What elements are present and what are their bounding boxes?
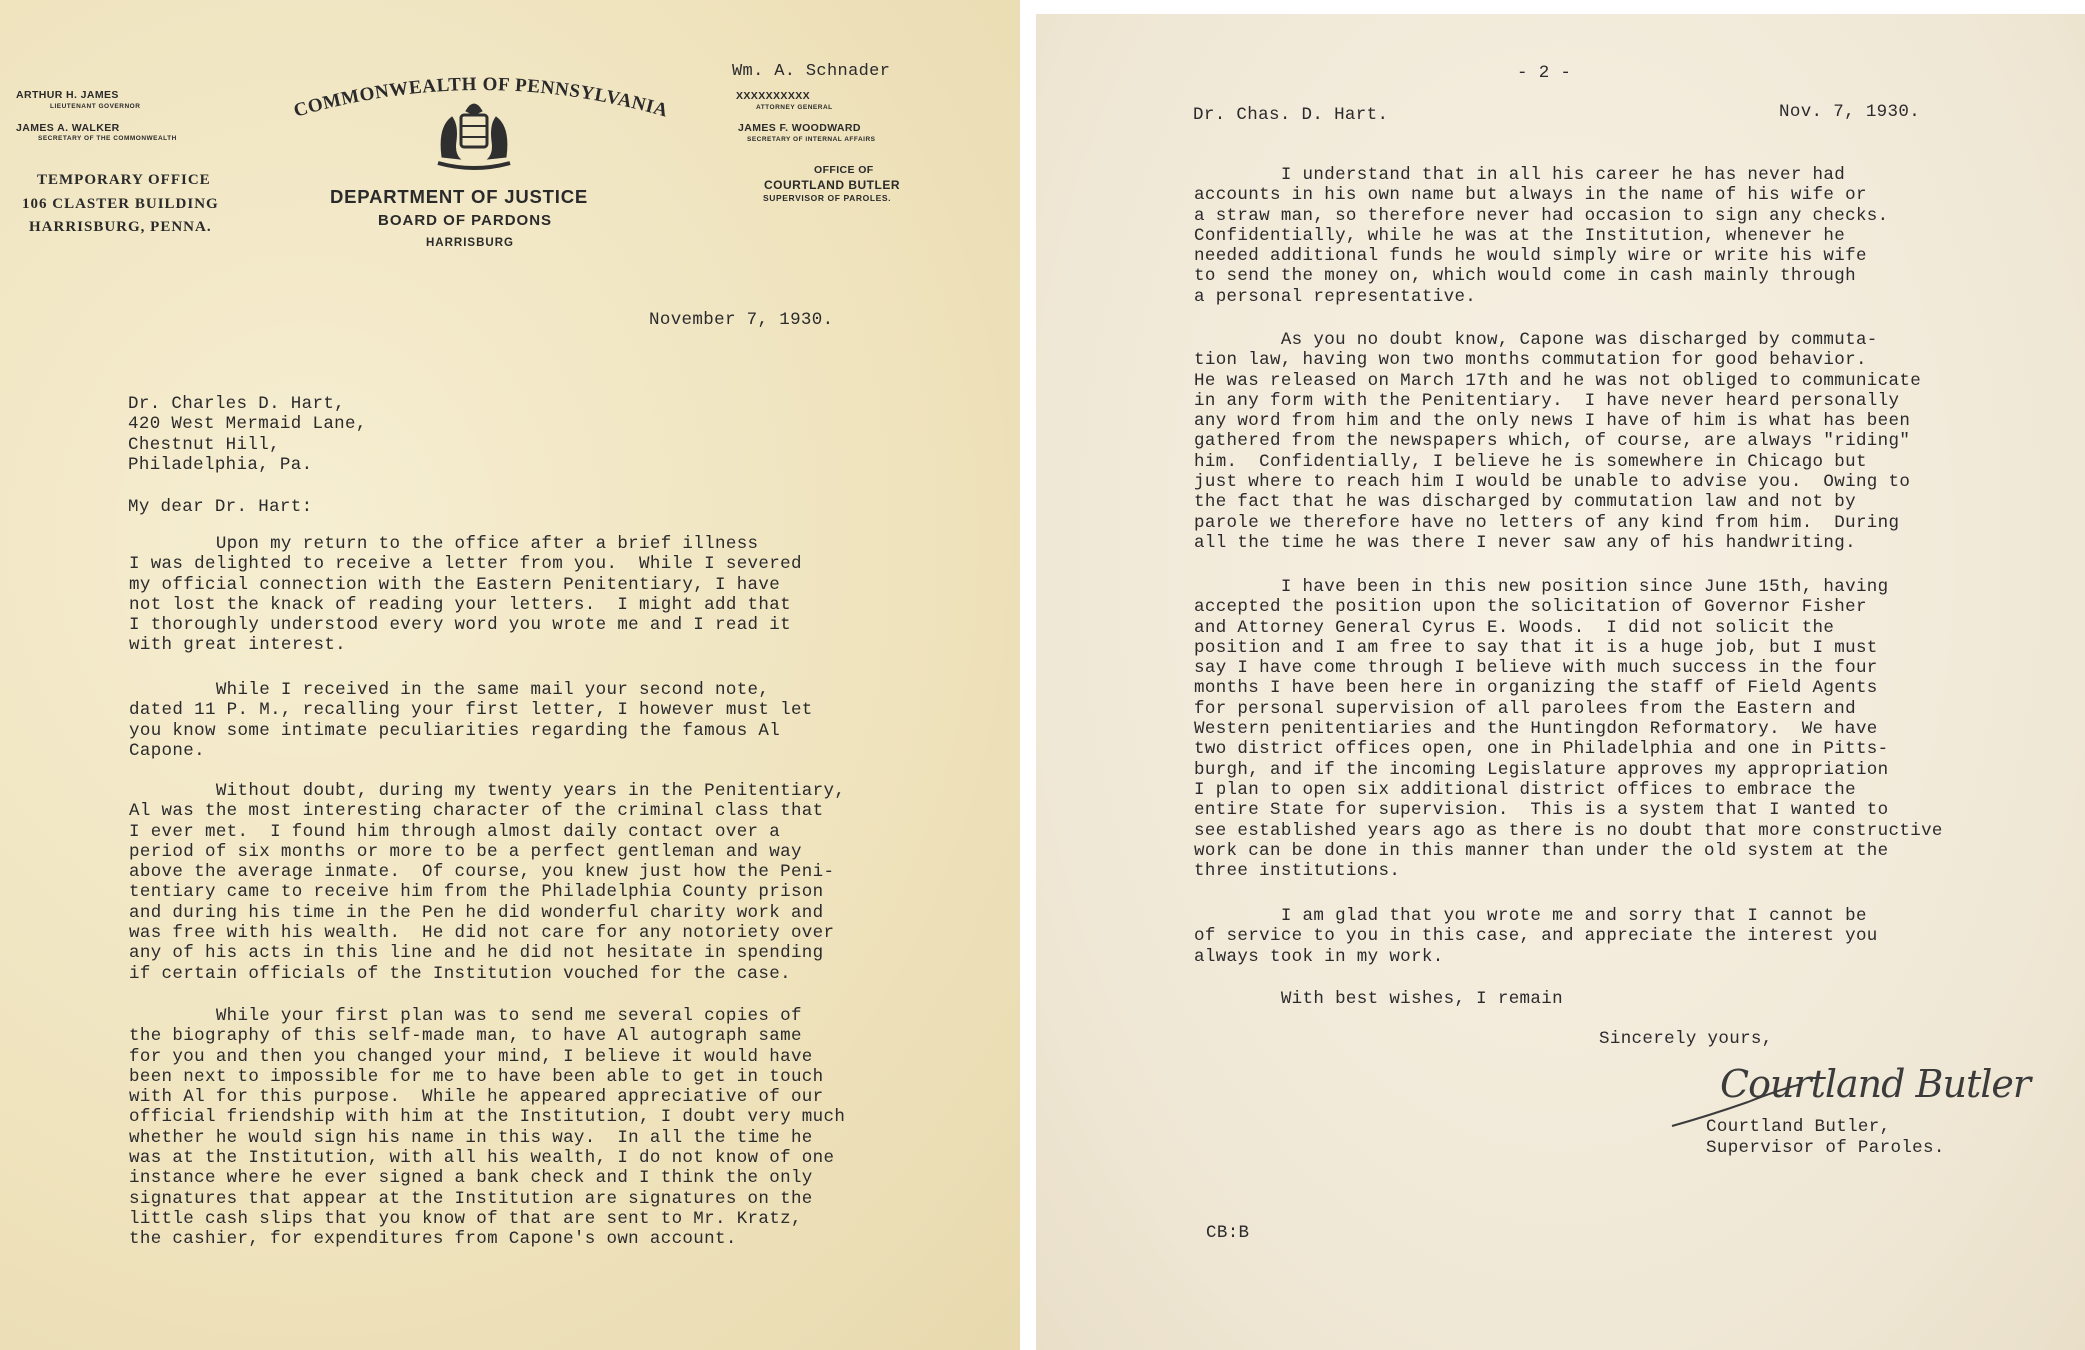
pennsylvania-seal-icon [430, 97, 518, 173]
temp-office-line-2: 106 CLASTER BUILDING [22, 196, 219, 212]
paragraph-1: Upon my return to the office after a brief illness I was delighted to receive a letter from you. While I severed my official connection with the Eastern Penitentiary, I have not lost the knack of reading your letters. I might add that I thoroughly understood every word you wrote me and I read it with great interest. [129, 534, 802, 656]
paragraph-3: Without doubt, during my twenty years in the Penitentiary, Al was the most interesting character of the criminal class that I ever met. I found him through almost daily contact over a period of six months or more to be a perfect gentleman and way above the average inmate. Of course, you knew just how the Peni- tentiary came to receive him from the Philadelphia County prison and during his time in the Pen he did wonderful charity work and was free with his wealth. He did not care for any notoriety over any of his acts in this line and he did not hesitate in spending if certain officials of the Institution vouched for the case. [129, 781, 846, 984]
page-2-date: Nov. 7, 1930. [1779, 102, 1921, 122]
lieutenant-governor-name: ARTHUR H. JAMES [16, 89, 119, 101]
reference-initials: CB:B [1206, 1223, 1250, 1243]
page-2-recipient: Dr. Chas. D. Hart. [1193, 105, 1389, 125]
secretary-commonwealth-title: SECRETARY OF THE COMMONWEALTH [38, 135, 177, 142]
temp-office-line-1: TEMPORARY OFFICE [37, 172, 211, 188]
page-2-paragraph-2: As you no doubt know, Capone was discharged by commuta- tion law, having won two months commutation for good behavior. He was released on March 17th and he was not obliged to communicate in any form with the Penitentiary. I have never heard personally any word from him and the only news I have of him is what has been gathered from the newspapers which, of course, are always "riding" him. Confidentially, I believe he is somewhere in Chicago but just where to reach him I would be unable to advise you. Owing to the fact that he was discharged by commutation law and not by parole we therefore have no letters of any kind from him. During all the time he was there I never saw any of his handwriting. [1194, 330, 1922, 553]
page-number: - 2 - [1517, 63, 1572, 83]
attorney-general-typed-name: Wm. A. Schnader [732, 62, 891, 81]
page-2-paragraph-1: I understand that in all his career he has never had accounts in his own name but always in the name of his wife or a straw man, so therefore never had occasion to sign any checks. Confidentially, while he was at the Institution, whenever he needed additional funds he would simply wire or write his wife to send the money on, which would come in cash mainly through a personal representative. [1194, 165, 1889, 307]
department-of-justice: DEPARTMENT OF JUSTICE [330, 186, 588, 207]
attorney-general-title: ATTORNEY GENERAL [756, 104, 833, 111]
signer-name: Courtland Butler, [1706, 1117, 1891, 1137]
best-wishes: With best wishes, I remain [1194, 989, 1563, 1009]
paragraph-2: While I received in the same mail your second note, dated 11 P. M., recalling your first letter, I however must let you know some intimate peculiarities regarding the famous Al Capone. [129, 680, 813, 761]
internal-affairs-name: JAMES F. WOODWARD [738, 122, 861, 134]
internal-affairs-title: SECRETARY OF INTERNAL AFFAIRS [747, 136, 876, 143]
temp-office-line-3: HARRISBURG, PENNA. [29, 219, 212, 235]
harrisburg-city: HARRISBURG [426, 237, 514, 249]
commonwealth-title: COMMONWEALTH OF PENNSYLVANIA [291, 73, 671, 122]
signer-title: Supervisor of Paroles. [1706, 1138, 1945, 1158]
office-of-title: SUPERVISOR OF PAROLES. [763, 193, 892, 203]
secretary-commonwealth-name: JAMES A. WALKER [16, 122, 120, 134]
complimentary-close: Sincerely yours, [1599, 1029, 1773, 1049]
lieutenant-governor-title: LIEUTENANT GOVERNOR [50, 103, 141, 110]
office-of-name: COURTLAND BUTLER [764, 178, 900, 192]
page-2-paragraph-3: I have been in this new position since June 15th, having accepted the position upon the solicitation of Governor Fisher and Attorney General Cyrus E. Woods. I did not solicit the position and I am free to say that it is a huge job, but I must say I have come through I believe with much success in the four months I have been here in organizing the staff of Field Agents for personal supervision of all parolees from the Eastern and Western penitentiaries and the Huntingdon Reformatory. We have two district offices open, one in Philadelphia and one in Pitts- burgh, and if the incoming Legislature approves my appropriation I plan to open six additional district offices to embrace the entire State for supervision. This is a system that I wanted to see established years ago as there is no doubt that more constructive work can be done in this manner than under the old system at the three institutions. [1194, 577, 1943, 882]
page-2-paragraph-4: I am glad that you wrote me and sorry that I cannot be of service to you in this case, and appreciate the interest you always took in my work. [1194, 906, 1878, 967]
recipient-address: Dr. Charles D. Hart, 420 West Mermaid Lane, Chestnut Hill, Philadelphia, Pa. [128, 394, 367, 475]
paragraph-4: While your first plan was to send me several copies of the biography of this self-made man, to have Al autograph same for you and then you changed your mind, I believe it would have been next to impossible for me to have been able to get in touch with Al for this purpose. While he appeared appreciative of our official friendship with him at the Institution, I doubt very much whether he would sign his name in this way. In all the time he was at the Institution, with all his wealth, I do not know of one instance where he ever signed a bank check and I think the only signatures that appear at the Institution are signatures on the little cash slips that you know of that are sent to Mr. Kratz, the cashier, for expenditures from Capone's own account. [129, 1006, 846, 1250]
letter-page-1 [0, 0, 1020, 1350]
board-of-pardons: BOARD OF PARDONS [378, 212, 553, 229]
salutation: My dear Dr. Hart: [128, 497, 313, 517]
handwritten-signature: Courtland Butler [1720, 1062, 2031, 1106]
office-of-label: OFFICE OF [814, 164, 874, 176]
letter-date: November 7, 1930. [649, 310, 834, 330]
struck-name: XXXXXXXXXX [736, 90, 811, 102]
letter-page-2 [1036, 14, 2085, 1350]
